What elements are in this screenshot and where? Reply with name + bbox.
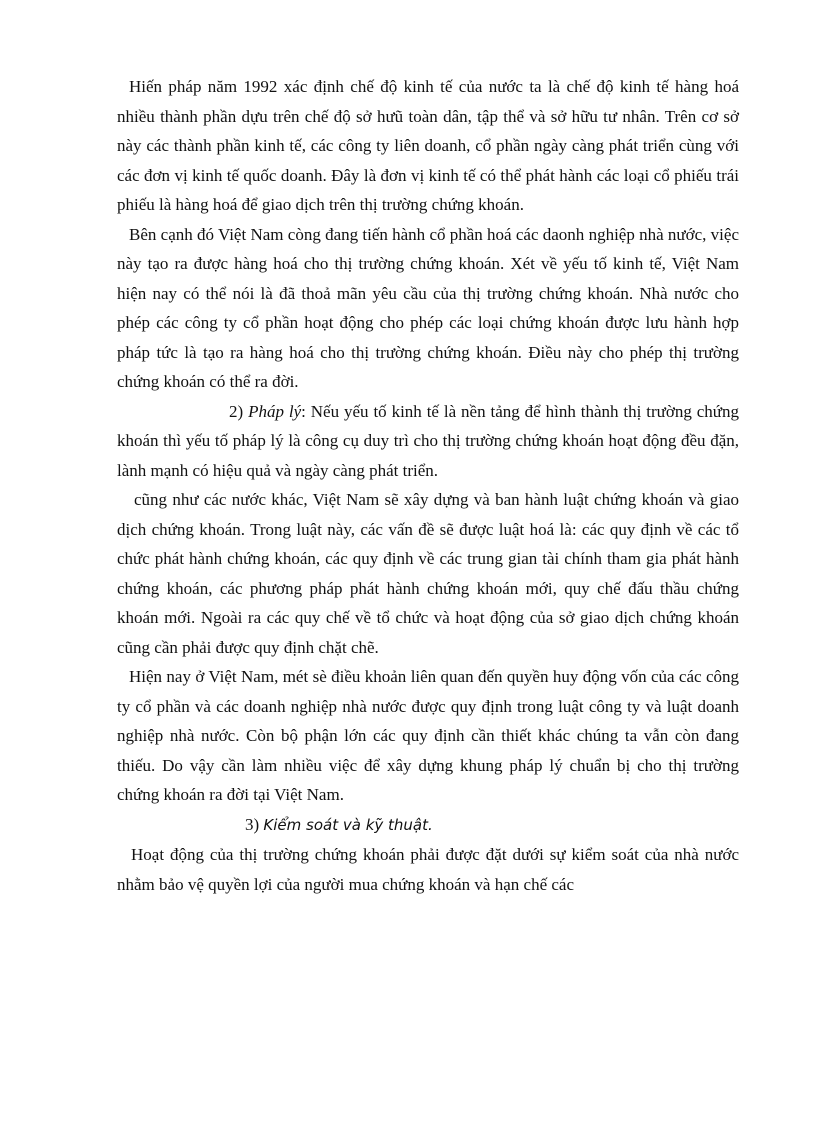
paragraph-securities-law: cũng như các nước khác, Việt Nam sẽ xây dựng và ban hành luật chứng khoán và giao dịch chứng khoán. Trong luật này, các vấn đề sẽ được luật hoá là: các quy định về các tổ chức phát hành chứng khoán, các quy định về các trung gian tài chính tham gia phát hành chứng khoán, các phương pháp phát hành chứng khoán mới, quy chế đấu thầu chứng khoán mới. Ngoài ra các quy chế về tổ chức và hoạt động của sở giao dịch chứng khoán cũng cần phải được quy định chặt chẽ.: [117, 490, 739, 657]
paragraph-market-activity: Hoạt động của thị trường chứng khoán phải được đặt dưới sự kiểm soát của nhà nước nhằm bảo vệ quyền lợi của người mua chứng khoán và hạn chế các: [117, 845, 739, 894]
section-text-legal: : Nếu yếu tố kinh tế là nền tảng để hình thành thị trường chứng khoán thì yếu tố pháp lý là công cụ duy trì cho thị trường chứng khoán hoạt động đều đặn, lành mạnh có hiệu quả và ngày càng phát triển.: [117, 401, 740, 480]
paragraph-constitution: Hiến pháp năm 1992 xác định chế độ kinh tế của nước ta là chế độ kinh tế hàng hoá nhiều thành phần dựu trên chế độ sở hưũ toàn dân, tập thể và sở hữu tư nhân. Trên cơ sở này các thành phần kinh tế, các công ty liên doanh, cổ phần ngày càng phát triển cùng với các đơn vị kinh tế quốc doanh. Đây là đơn vị kinh tế có thể phát hành các loại cổ phiếu trái phiếu là hàng hoá để giao dịch trên thị trường chứng khoán.: [117, 77, 739, 214]
paragraph-legal: [117, 397, 739, 486]
document-page: [117, 72, 739, 899]
section-number: 2): [229, 401, 244, 421]
section-heading-control: [117, 810, 739, 841]
section-heading-control-title: Kiểm soát và kỹ thuật.: [263, 815, 433, 834]
section-number: 3): [245, 814, 260, 834]
section-heading-legal: Pháp lý: [248, 401, 302, 421]
paragraph-equitization: Bên cạnh đó Việt Nam còng đang tiến hành cổ phần hoá các daonh nghiệp nhà nước, việc này tạo ra được hàng hoá cho thị trường chứng khoán. Xét về yếu tố kinh tế, Việt Nam hiện nay có thể nói là đã thoả mãn yêu cầu của thị trường chứng khoán. Nhà nước cho phép các công ty cổ phần hoạt động cho phép các loại chứng khoán được lưu hành hợp pháp tức là tạo ra hàng hoá cho thị trường chứng khoán. Điều này cho phép thị trường chứng khoán có thể ra đời.: [117, 224, 739, 391]
paragraph-current-situation: Hiện nay ở Việt Nam, mét sè điều khoản liên quan đến quyền huy động vốn của các công ty cổ phần và các doanh nghiệp nhà nước được quy định trong luật công ty và luật doanh nghiệp nhà nước. Còn bộ phận lớn các quy định cần thiết khác chúng ta vẫn còn đang thiếu. Do vậy cần làm nhiều việc để xây dựng khung pháp lý chuẩn bị cho thị trường chứng khoán ra đời tại Việt Nam.: [117, 667, 739, 804]
